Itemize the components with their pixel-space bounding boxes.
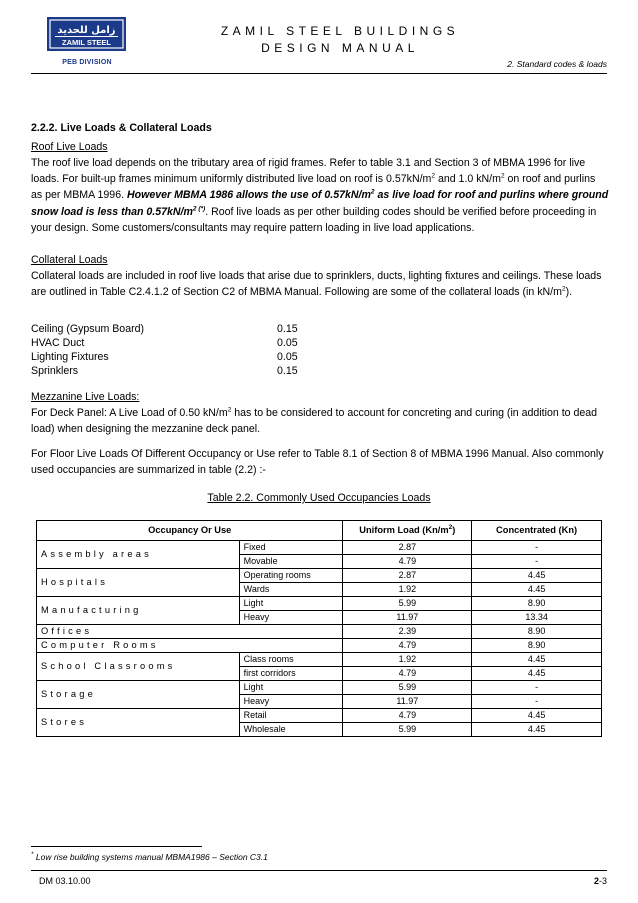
footer-divider bbox=[31, 870, 607, 871]
use-type: Heavy bbox=[239, 611, 343, 625]
uniform-load: 2.39 bbox=[343, 625, 472, 639]
collateral-item-value: 0.05 bbox=[277, 351, 298, 363]
uniform-load: 4.79 bbox=[343, 555, 472, 569]
collateral-item-label: Ceiling (Gypsum Board) bbox=[31, 323, 145, 335]
uniform-load: 1.92 bbox=[343, 653, 472, 667]
use-type: Operating rooms bbox=[239, 569, 343, 583]
table-row bbox=[37, 709, 602, 723]
concentrated-load: 4.45 bbox=[472, 569, 602, 583]
uniform-load: 2.87 bbox=[343, 569, 472, 583]
col-header-concentrated: Concentrated (Kn) bbox=[472, 521, 602, 541]
uniform-load: 4.79 bbox=[343, 639, 472, 653]
collateral-loads-heading: Collateral Loads bbox=[31, 254, 108, 266]
use-type: Class rooms bbox=[239, 653, 343, 667]
concentrated-load: 4.45 bbox=[472, 583, 602, 597]
collateral-item-value: 0.15 bbox=[277, 323, 298, 335]
occupancy-name: Manufacturing bbox=[37, 597, 240, 625]
table-caption: Table 2.2. Commonly Used Occupancies Loads bbox=[207, 492, 431, 504]
header-title: ZAMIL STEEL BUILDINGS bbox=[220, 24, 460, 38]
occupancy-name: Offices bbox=[37, 625, 343, 639]
collateral-item-value: 0.05 bbox=[277, 337, 298, 349]
roof-live-loads-heading: Roof Live Loads bbox=[31, 141, 108, 153]
uniform-load: 5.99 bbox=[343, 597, 472, 611]
uniform-load: 11.97 bbox=[343, 695, 472, 709]
concentrated-load: 8.90 bbox=[472, 597, 602, 611]
floor-live-loads-paragraph: For Floor Live Loads Of Different Occupancy or Use refer to Table 8.1 of Section 8 of MBMA 1996 Manual. Also commonly used occupancies are summarized in table (2.2) :- bbox=[31, 448, 604, 477]
concentrated-load: 4.45 bbox=[472, 709, 602, 723]
uniform-load: 2.87 bbox=[343, 541, 472, 555]
mezzanine-heading: Mezzanine Live Loads: bbox=[31, 391, 140, 403]
table-header-row bbox=[37, 521, 602, 541]
occupancy-name: School Classrooms bbox=[37, 653, 240, 681]
collateral-item-value: 0.15 bbox=[277, 365, 298, 377]
use-type: Wholesale bbox=[239, 723, 343, 737]
section-heading: 2.2.2. Live Loads & Collateral Loads bbox=[31, 122, 212, 134]
use-type: Fixed bbox=[239, 541, 343, 555]
use-type: Heavy bbox=[239, 695, 343, 709]
table-row bbox=[37, 681, 602, 695]
uniform-load: 11.97 bbox=[343, 611, 472, 625]
page-number: 2-3 bbox=[593, 876, 607, 886]
occupancy-loads-table bbox=[36, 520, 602, 737]
concentrated-load: - bbox=[472, 555, 602, 569]
division-label: PEB DIVISION bbox=[62, 59, 112, 66]
use-type: Retail bbox=[239, 709, 343, 723]
collateral-item-label: HVAC Duct bbox=[31, 337, 85, 349]
uniform-load: 4.79 bbox=[343, 709, 472, 723]
collateral-loads-paragraph: Collateral loads are included in roof live loads that arise due to sprinklers, ducts, lighting fixtures and ceilings. These loads are outlined in Table C2.4.1.2 of Section C2 of MBMA Manual. Following are some of the collateral loads (in $kN/m^2$). bbox=[31, 270, 602, 299]
collateral-item-label: Lighting Fixtures bbox=[31, 351, 109, 363]
concentrated-load: 8.90 bbox=[472, 625, 602, 639]
footnote-divider bbox=[31, 846, 202, 847]
concentrated-load: - bbox=[472, 695, 602, 709]
logo-arabic-text: زامل للحديد bbox=[57, 25, 116, 36]
concentrated-load: - bbox=[472, 541, 602, 555]
section-reference: 2. Standard codes & loads bbox=[507, 59, 607, 69]
occupancy-name: Assembly areas bbox=[37, 541, 240, 569]
document-id: DM 03.10.00 bbox=[39, 876, 91, 886]
mezzanine-paragraph: For Deck Panel: A Live Load of 0.50 $kN/m^2$ has to be considered to account for concreting and curing (in addition to dead load) when designing the mezzanine deck panel. bbox=[31, 406, 598, 436]
table-row bbox=[37, 569, 602, 583]
occupancy-name: Hospitals bbox=[37, 569, 240, 597]
concentrated-load: 8.90 bbox=[472, 639, 602, 653]
uniform-load: 5.99 bbox=[343, 681, 472, 695]
uniform-load: 1.92 bbox=[343, 583, 472, 597]
table-row bbox=[37, 625, 602, 639]
concentrated-load: 13.34 bbox=[472, 611, 602, 625]
occupancy-name: Computer Rooms bbox=[37, 639, 343, 653]
use-type: first corridors bbox=[239, 667, 343, 681]
logo-latin-text: ZAMIL STEEL bbox=[61, 38, 112, 47]
use-type: Movable bbox=[239, 555, 343, 569]
footnote: * Low rise building systems manual MBMA1986 – Section C3.1 bbox=[31, 851, 268, 862]
use-type: Light bbox=[239, 597, 343, 611]
header-divider bbox=[31, 73, 607, 74]
use-type: Light bbox=[239, 681, 343, 695]
occupancy-name: Storage bbox=[37, 681, 240, 709]
col-header-occupancy: Occupancy Or Use bbox=[37, 521, 343, 541]
zamil-logo bbox=[47, 17, 126, 51]
roof-live-loads-paragraph: The roof live load depends on the tributary area of rigid frames. Refer to table 3.1 and Section 3 of MBMA 1996 for live loads. For built-up frames minimum uniformly distributed live load on roof is $0.57kN/m^2$ and 1.0 $kN/m^2$ on roof and purlins as per MBMA 1996. However MBMA 1986 allows the use of $0.57kN/m^2$ as live load for roof and purlins where ground snow load is less than $0.57kN/m^{2 (*)}$. Roof live loads as per other building codes should be verified before proceeding in your design. Some customers/consultants may require pattern loading in live load applications. bbox=[31, 157, 609, 234]
concentrated-load: 4.45 bbox=[472, 653, 602, 667]
table-row bbox=[37, 639, 602, 653]
concentrated-load: 4.45 bbox=[472, 723, 602, 737]
occupancy-name: Stores bbox=[37, 709, 240, 737]
table-row bbox=[37, 653, 602, 667]
table-row bbox=[37, 541, 602, 555]
concentrated-load: 4.45 bbox=[472, 667, 602, 681]
use-type: Wards bbox=[239, 583, 343, 597]
concentrated-load: - bbox=[472, 681, 602, 695]
uniform-load: 5.99 bbox=[343, 723, 472, 737]
col-header-uniform: Uniform Load $(Kn/m^2)$ bbox=[343, 521, 472, 541]
uniform-load: 4.79 bbox=[343, 667, 472, 681]
table-row bbox=[37, 597, 602, 611]
collateral-item-label: Sprinklers bbox=[31, 365, 79, 377]
header-subtitle: DESIGN MANUAL bbox=[261, 41, 419, 55]
